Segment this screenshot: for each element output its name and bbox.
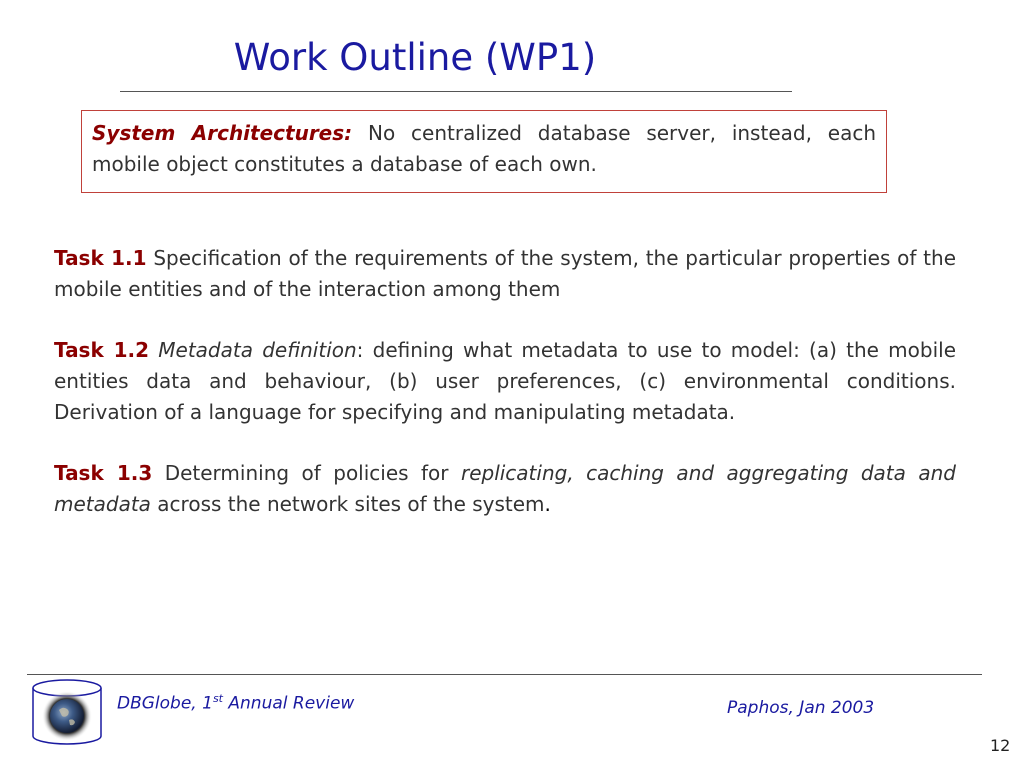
task-text: Specification of the requirements of the system, the particular properties of the mobile entities and of the interaction among them bbox=[54, 246, 956, 301]
task-list bbox=[54, 243, 956, 550]
task-label: Task 1.2 bbox=[54, 338, 150, 362]
task-1-1 bbox=[54, 243, 956, 305]
task-text: : defining what metadata to use to model: (a) the mobile entities data and behaviour, (b) user preferences, (c) environmental conditions. Derivation of a language for specifying and manipulating metadata. bbox=[54, 338, 957, 424]
task-emphasis: Metadata definition bbox=[158, 338, 357, 362]
callout-text: No centralized database server, instead, each mobile object constitutes a database of each own. bbox=[92, 121, 877, 176]
footer-left-suffix: Annual Review bbox=[222, 693, 355, 714]
task-text-before: Determining of policies for bbox=[164, 461, 449, 485]
task-label: Task 1.3 bbox=[54, 461, 153, 485]
task-1-2 bbox=[54, 335, 956, 428]
task-emphasis: replicating, caching and aggregating data and metadata bbox=[54, 461, 956, 516]
callout-lead: System Architectures: bbox=[92, 121, 353, 145]
task-label: Task 1.1 bbox=[54, 246, 147, 270]
footer-divider bbox=[27, 674, 982, 675]
task-1-3 bbox=[54, 458, 956, 520]
footer-left-prefix: DBGlobe, 1 bbox=[117, 693, 213, 714]
database-globe-icon bbox=[31, 678, 103, 746]
footer-left-sup: st bbox=[212, 692, 223, 705]
system-architectures-box bbox=[81, 110, 887, 193]
dbglobe-logo bbox=[31, 678, 103, 746]
page-number: 12 bbox=[990, 736, 1011, 755]
task-text-after: across the network sites of the system bbox=[157, 492, 545, 516]
title-divider bbox=[120, 91, 792, 92]
slide-title: Work Outline (WP1) bbox=[233, 36, 597, 79]
task-end-mark: . bbox=[544, 492, 551, 516]
footer-event bbox=[117, 692, 354, 714]
footer-location-date: Paphos, Jan 2003 bbox=[727, 698, 875, 718]
